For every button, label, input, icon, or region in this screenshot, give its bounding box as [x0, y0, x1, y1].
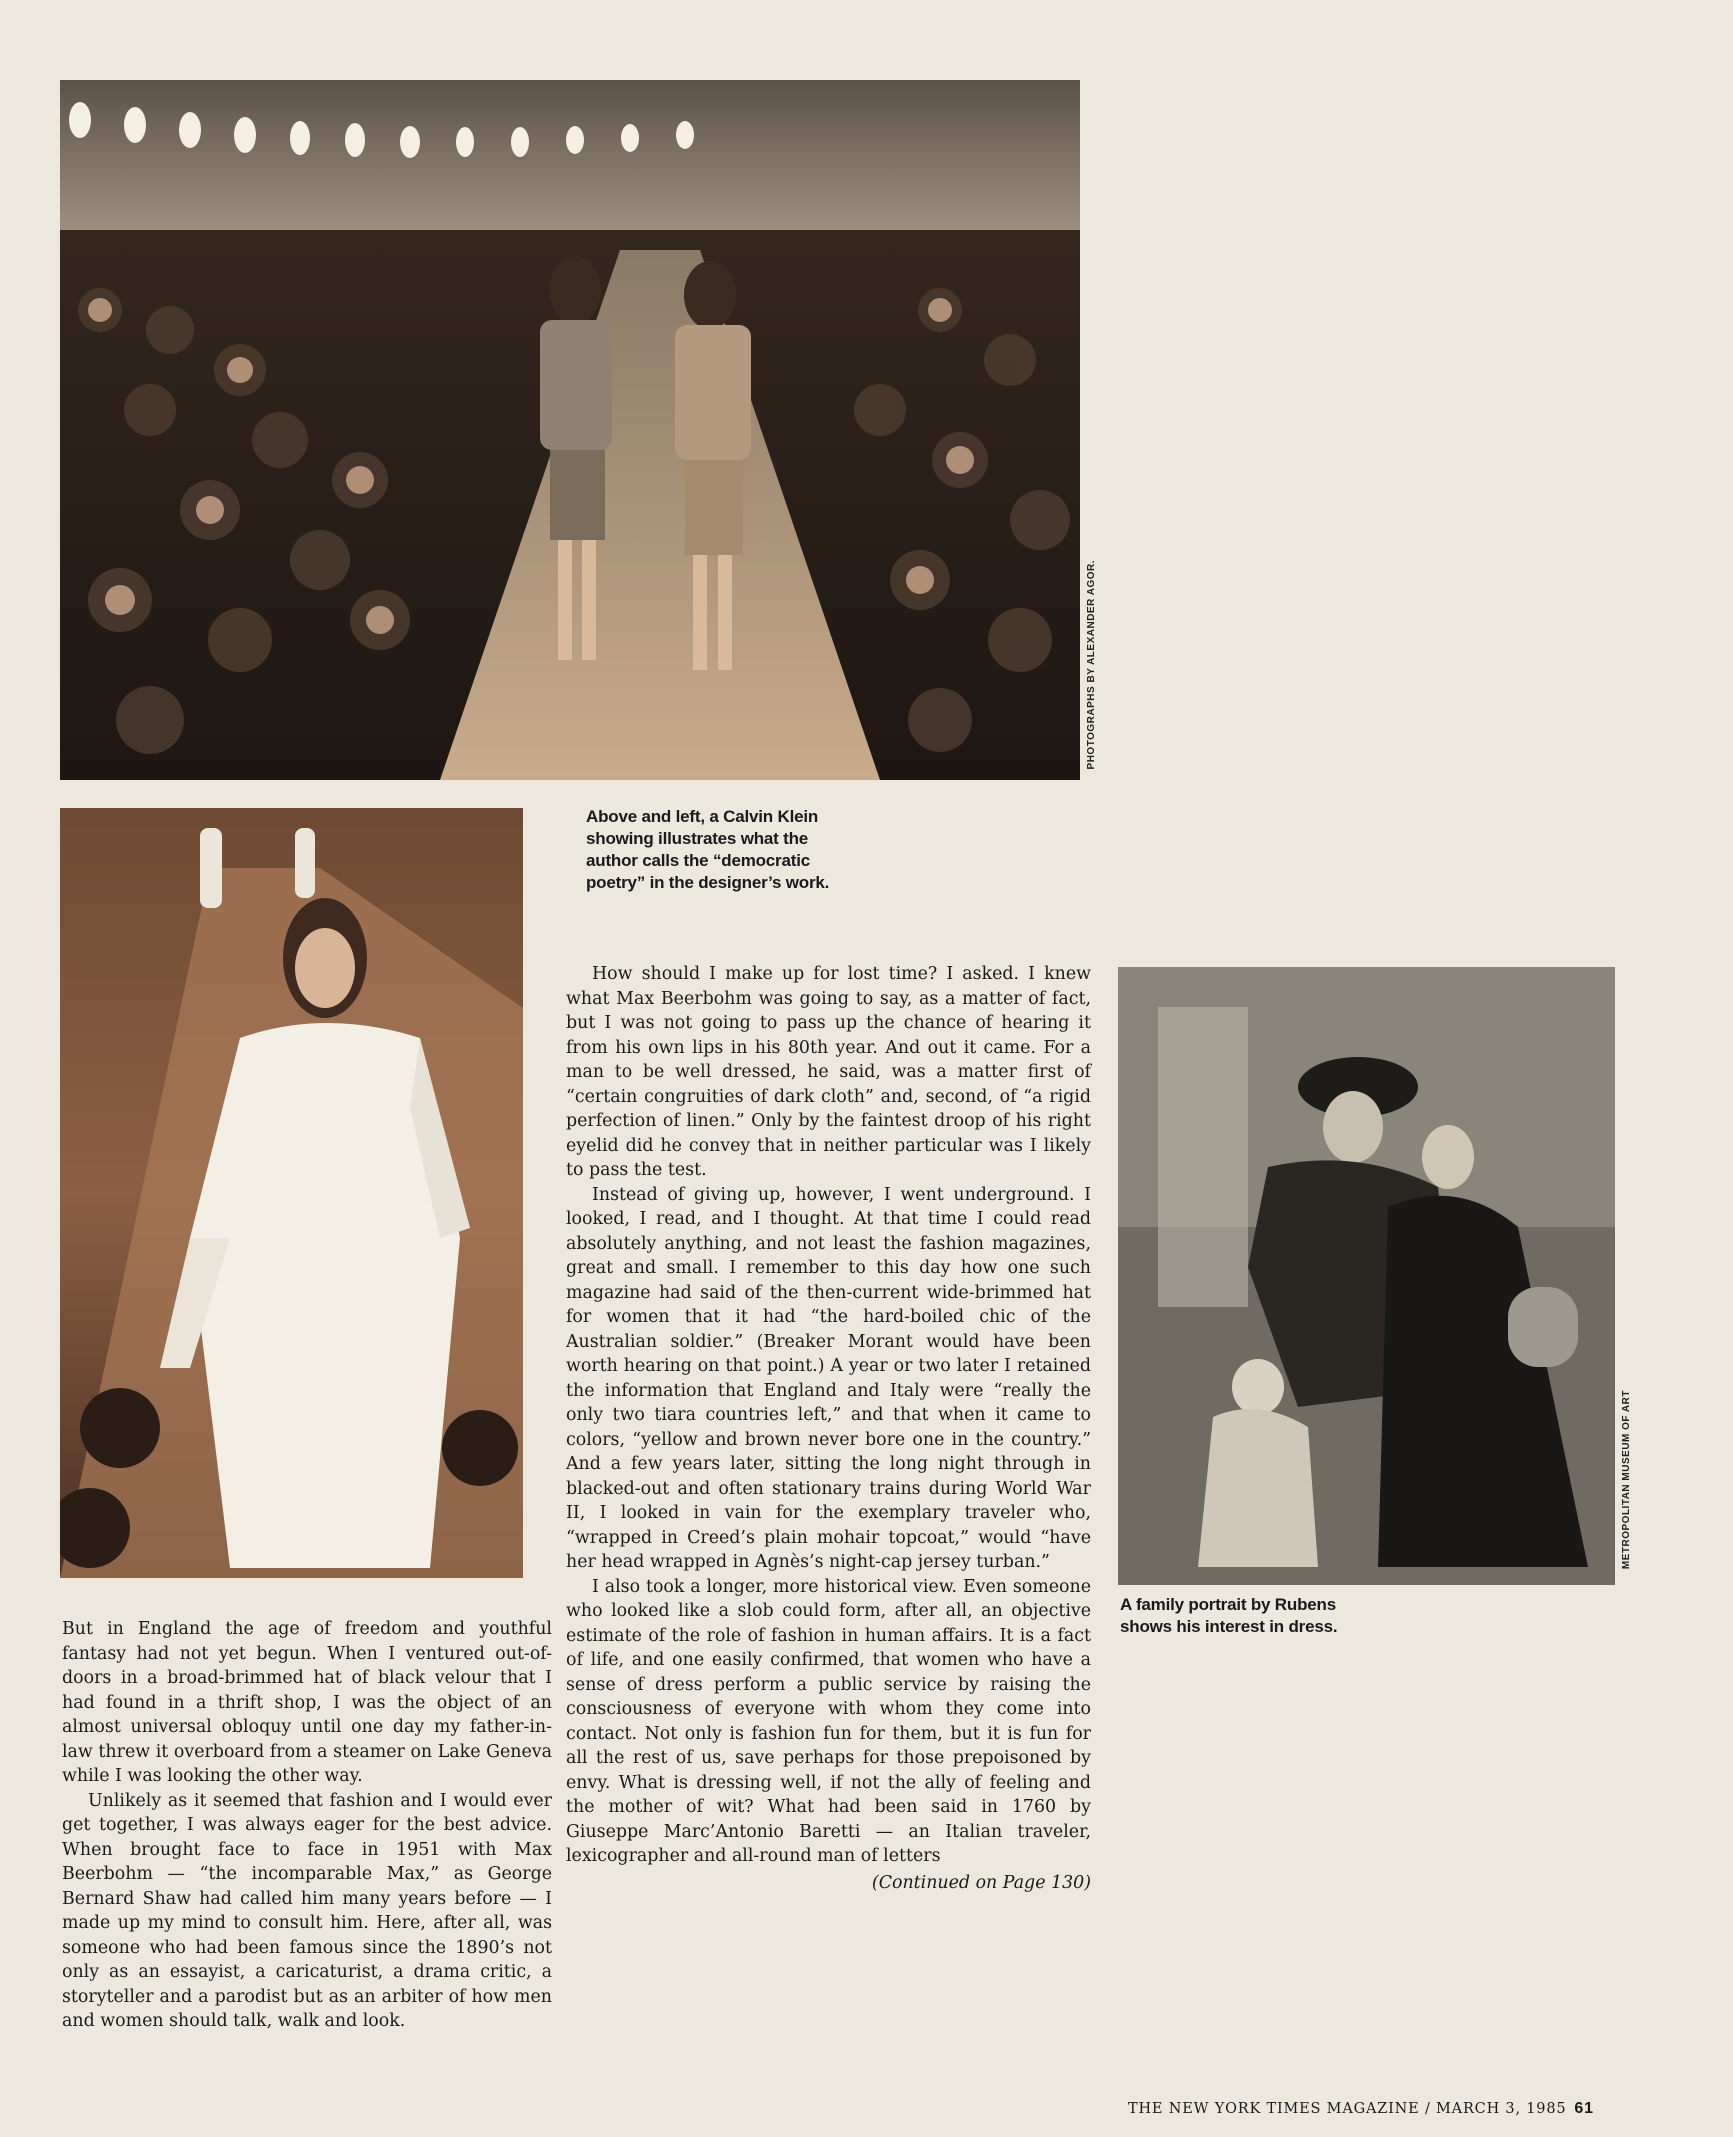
paragraph: Instead of giving up, however, I went underground. I looked, I read, and I thought. At that time I could read absolutely anything, and not least the fashion magazines, great and small. I remember to this day how one such magazine had said of the then-current wide-brimmed hat for women that it had “the hard-boiled chic of the Australian soldier.” (Breaker Morant would have been worth hearing on that point.) A year or two later I retained the information that England and Italy were “really the only two tiara countries left,” and that when it came to colors, “yellow and brown never bore one in the country.” And a few years later, sitting the long night through in blacked-out and often stationary trains during World War II, I looked in vain for the exemplary traveler who, “wrapped in Creed’s plain mohair topcoat,” would “have her head wrapped in Agnès’s night-cap jersey turban.”	[566, 1184, 1091, 1572]
paragraph: I also took a longer, more historical view. Even someone who looked like a slob could form, after all, an objective estimate of the role of fashion in human affairs. It is a fact of life, and one easily confirmed, that women who have a sense of dress perform a public service by raising the consciousness of everyone with whom they come into contact. Not only is fashion fun for them, but it is fun for all the rest of us, save perhaps for those prepoisoned by envy. What is dressing well, if not the ally of feeling and the mother of wit? What had been said in 1760 by Giuseppe Marc’Antonio Baretti — an Italian traveler, lexicographer and all-round man of letters	[566, 1576, 1091, 1866]
rubens-painting	[1118, 967, 1615, 1585]
photo-credit-agor: PHOTOGRAPHS BY ALEXANDER AGOR.	[1086, 560, 1097, 770]
caption-rubens: A family portrait by Rubens shows his interest in dress.	[1120, 1595, 1338, 1636]
caption-calvin-klein: Above and left, a Calvin Klein showing illustrates what the author calls the “democratic poetry” in the designer’s work.	[586, 807, 830, 892]
show-through-text	[1200, 830, 1208, 858]
page-number: 61	[1574, 2100, 1594, 2117]
article-column-1	[62, 1617, 552, 2034]
continued-notice: (Continued on Page 130)	[871, 1872, 1091, 1893]
photo-credit-met: METROPOLITAN MUSEUM OF ART	[1621, 1390, 1632, 1570]
runway-photo-top	[60, 80, 1080, 780]
paragraph: Unlikely as it seemed that fashion and I would ever get together, I was always eager for the best advice. When brought face to face in 1951 with Max Beerbohm — “the incomparable Max,” as George Bernard Shaw had called him many years before — I made up my mind to consult him. Here, after all, was someone who had been famous since the 1890’s not only as an essayist, a caricaturist, a drama critic, a storyteller and a parodist but as an arbiter of how men and women should talk, walk and look.	[62, 1790, 552, 2031]
article-column-2	[566, 962, 1091, 1895]
paragraph: How should I make up for lost time? I asked. I knew what Max Beerbohm was going to say, as a matter of fact, but I was not going to pass up the chance of hearing it from his own lips in his 80th year. And out it came. For a man to be well dressed, he said, was a matter first of “certain congruities of dark cloth” and, second, of “a rigid perfection of linen.” Only by the faintest droop of his right eyelid did he convey that in neither particular was I likely to pass the test.	[566, 964, 1091, 1180]
page-footer	[1128, 2100, 1594, 2118]
paragraph: But in England the age of freedom and youthful fantasy had not yet begun. When I ventured out-of-doors in a broad-brimmed hat of black velour that I had found in a thrift shop, I was the object of an almost universal obloquy until one day my father-in-law threw it overboard from a steamer on Lake Geneva while I was looking the other way.	[62, 1619, 552, 1786]
publication-line: THE NEW YORK TIMES MAGAZINE / MARCH 3, 1985	[1128, 2101, 1567, 2117]
runway-photo-left	[60, 808, 523, 1578]
